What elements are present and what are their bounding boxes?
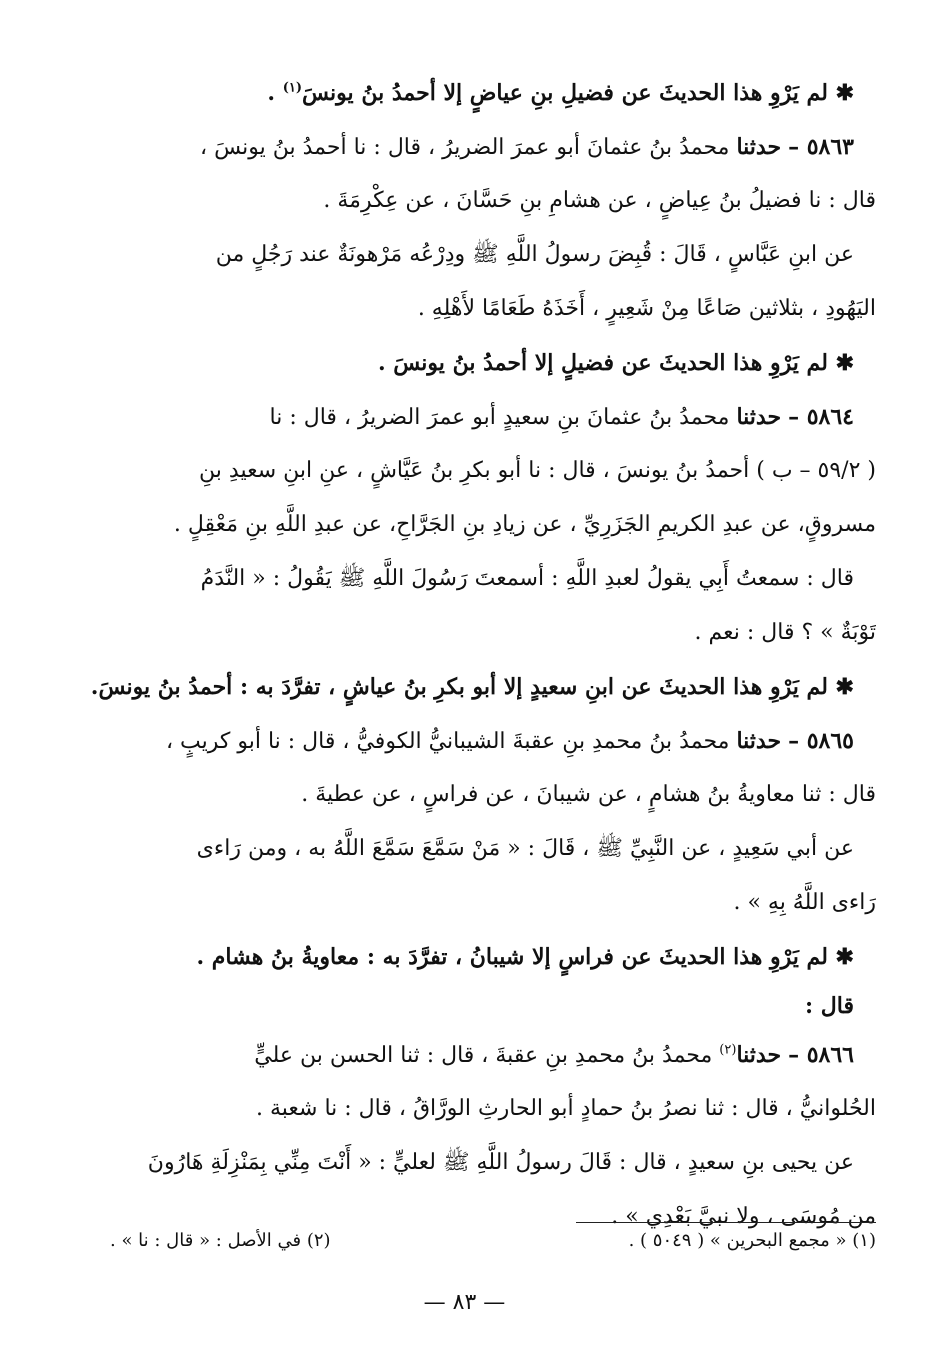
page-number: — ٨٣ — — [423, 1290, 506, 1315]
footnote-divider — [576, 1222, 876, 1223]
text-line: قال : سمعتُ أَبِي يقولُ لعبدِ اللَّهِ : أسمعتَ رَسُولَ اللَّهِ ﷺ يَقُولُ : « النَّدَمُ — [200, 566, 854, 591]
hadith-head: حدثنا — [736, 404, 782, 430]
hadith-head: حدثنا — [736, 134, 782, 160]
note-line: ✱ لم يَرْوِ هذا الحديثَ عن فضيلِ بنِ عياضٍ إلا أحمدُ بنُ يونسَ$^{(١)}$ . — [267, 80, 854, 106]
hadith-head: حدثنا — [736, 728, 782, 754]
hadith-number: ٥٨٦٣ – — [788, 134, 854, 160]
text-line: عن أبي سَعِيدٍ ، عن النَّبِيِّ ﷺ ، قَالَ : « مَنْ سَمَّعَ سَمَّعَ اللَّهُ به ، ومن رَاءى — [196, 836, 854, 861]
footnotes — [110, 1230, 876, 1251]
footnote-2: (٢) في الأصل : « قال : نا » . — [110, 1230, 331, 1251]
hadith-head: حدثنا — [736, 1042, 782, 1068]
hadith-line: ٥٨٦٣ – حدثنا محمدُ بنُ عثمانَ أبو عمرَ الضريرُ ، قال : نا أحمدُ بنُ يونسَ ، — [200, 134, 854, 160]
footnote-ref: (٢) — [719, 1042, 737, 1058]
hadith-line: قال : نا فضيلُ بنُ عِياضٍ ، عن هشامِ بنِ حَسَّانَ ، عن عِكْرِمَةَ . — [323, 188, 876, 213]
text-line: تَوْبَةٌ » ؟ قال : نعم . — [694, 620, 876, 645]
hadith-number: ٥٨٦٤ – — [788, 404, 854, 430]
footnote-1: (١) « مجمع البحرين » ( ٥٠٤٩ ) . — [628, 1230, 876, 1251]
hadith-line: ( ٥٩/٢ – ب ) أحمدُ بنُ يونسَ ، قال : نا أبو بكرِ بنُ عَيَّاشٍ ، عنِ ابنِ سعيدِ بنِ — [199, 458, 876, 483]
text-line: اليَهُودِ ، بثلاثين صَاعًا مِنْ شَعِيرٍ ، أَخَذَهُ طَعَامًا لأَهْلِهِ . — [417, 296, 876, 321]
note-line: قال : — [805, 993, 854, 1019]
text-line: عن ابنِ عَبَّاسٍ ، قَالَ : قُبِضَ رسولُ اللَّهِ ﷺ ودِرْعُه مَرْهونَةٌ عند رَجُلٍ من — [215, 242, 854, 267]
hadith-number: ٥٨٦٥ – — [788, 728, 854, 754]
hadith-line: ٥٨٦٦ – حدثنا$^{(٢)}$ محمدُ بنُ محمدِ بنِ عقبةَ ، قال : ثنا الحسن بن عليٍّ — [254, 1042, 854, 1068]
hadith-line: ٥٨٦٥ – حدثنا محمدُ بنُ محمدِ بنِ عقبةَ الشيبانيُّ الكوفيُّ ، قال : نا أبو كريبٍ ، — [165, 728, 854, 754]
hadith-line: ٥٨٦٤ – حدثنا محمدُ بنُ عثمانَ بنِ سعيدٍ أبو عمرَ الضريرُ ، قال : نا — [269, 404, 854, 430]
footnote-ref: (١) — [282, 80, 302, 96]
text-line: عن يحيى بنِ سعيدٍ ، قال : قَالَ رسولُ اللَّهِ ﷺ لعليٍّ : « أَنْتَ مِنِّي بِمَنْزِلَةِ هَارُونَ — [147, 1150, 854, 1175]
hadith-number: ٥٨٦٦ – — [788, 1042, 854, 1068]
hadith-line: مسروقٍ، عن عبدِ الكريمِ الجَزَرِيِّ ، عن زيادِ بنِ الجَرَّاحِ، عن عبدِ اللَّهِ بنِ مَعْقِلٍ . — [173, 512, 876, 537]
text-line: رَاءى اللَّهُ بِهِ » . — [733, 890, 876, 915]
hadith-line: الحُلوانيُّ ، قال : ثنا نصرُ بنُ حمادٍ أبو الحارثِ الورَّاقُ ، قال : نا شعبة . — [256, 1096, 876, 1121]
hadith-line: قال : ثنا معاويةُ بنُ هشامٍ ، عن شيبانَ ، عن فراسٍ ، عن عطيةَ . — [301, 782, 876, 807]
margin-note: ( ٥٩/٢ – ب ) — [756, 458, 876, 483]
note-line: ✱ لم يَرْوِ هذا الحديثَ عن ابنِ سعيدٍ إلا أبو بكرِ بنُ عياشٍ ، تفرَّدَ به : أحمدُ بنُ يونسَ. — [90, 674, 854, 700]
note-line: ✱ لم يَرْوِ هذا الحديثَ عن فضيلٍ إلا أحمدُ بنُ يونسَ . — [377, 350, 854, 376]
page-body — [44, 66, 876, 1244]
text-line: من مُوسَى ، ولا نبيَّ بَعْدِي » . — [611, 1204, 876, 1229]
note-line: ✱ لم يَرْوِ هذا الحديثَ عن فراسٍ إلا شيبانُ ، تفرَّدَ به : معاويةُ بنُ هشام . — [196, 944, 854, 970]
